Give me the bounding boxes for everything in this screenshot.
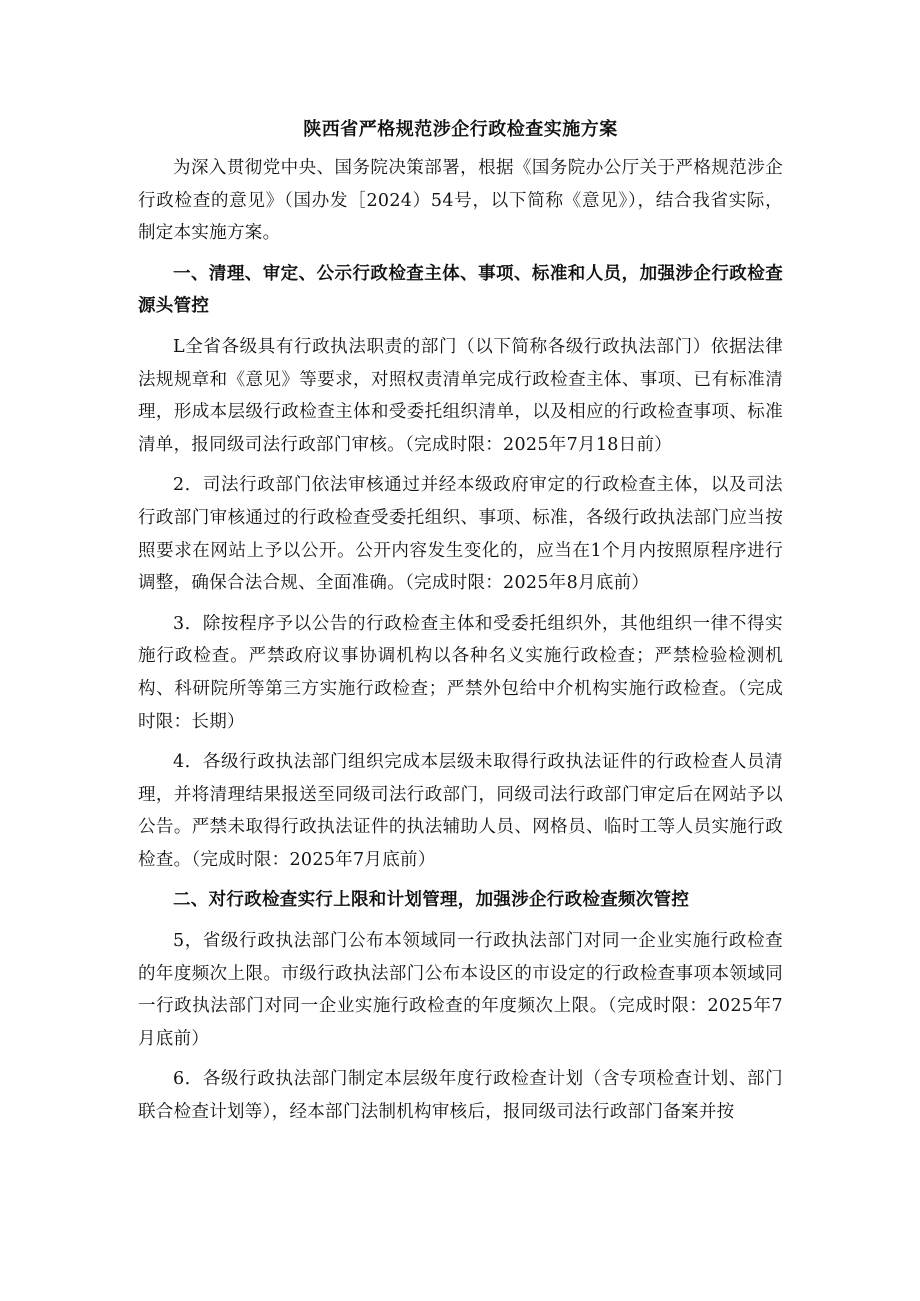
document-title: 陕西省严格规范涉企行政检查实施方案 (303, 119, 618, 140)
body-paragraph: L全省各级具有行政执法职责的部门（以下简称各级行政执法部门）依据法律法规规章和《意见》等要求，对照权责清单完成行政检查主体、事项、已有标准清理，形成本层级行政检查主体和受委托组织清单，以及相应的行政检查事项、标准清单，报同级司法行政部门审核。（完成时限：2025年7月18日前） (138, 336, 783, 455)
section-heading: 二、对行政检查实行上限和计划管理，加强涉企行政检查频次管控 (173, 890, 690, 911)
body-paragraph: 4．各级行政执法部门组织完成本层级未取得行政执法证件的行政检查人员清理，并将清理结果报送至同级司法行政部门，同级司法行政部门审定后在网站予以公告。严禁未取得行政执法证件的执法辅助人员、网格员、临时工等人员实施行政检查。（完成时限：2025年7月底前） (138, 752, 783, 870)
body-paragraph: 为深入贯彻党中央、国务院决策部署，根据《国务院办公厅关于严格规范涉企行政检查的意见》（国办发［2024）54号，以下简称《意见》），结合我省实际，制定本实施方案。 (138, 158, 783, 244)
document-body (138, 152, 783, 1129)
body-paragraph: 5，省级行政执法部门公布本领域同一行政执法部门对同一企业实施行政检查的年度频次上限。市级行政执法部门公布本设区的市设定的行政检查事项本领域同一行政执法部门对同一企业实施行政检查的年度频次上限。（完成时限：2025年7月底前） (138, 931, 783, 1049)
document-page (138, 112, 783, 1137)
body-paragraph: 2．司法行政部门依法审核通过并经本级政府审定的行政检查主体，以及司法行政部门审核通过的行政检查受委托组织、事项、标准，各级行政执法部门应当按照要求在网站上予以公开。公开内容发生变化的，应当在1个月内按照原程序进行调整，确保合法合规、全面准确。（完成时限：2025年8月底前） (138, 475, 783, 594)
body-paragraph: 6．各级行政执法部门制定本层级年度行政检查计划（含专项检查计划、部门联合检查计划等），经本部门法制机构审核后，报同级司法行政部门备案并按 (138, 1069, 783, 1123)
body-paragraph: 3．除按程序予以公告的行政检查主体和受委托组织外，其他组织一律不得实施行政检查。严禁政府议事协调机构以各种名义实施行政检查；严禁检验检测机构、科研院所等第三方实施行政检查；严禁外包给中介机构实施行政检查。（完成时限：长期） (138, 613, 783, 732)
section-heading: 一、清理、审定、公示行政检查主体、事项、标准和人员，加强涉企行政检查源头管控 (138, 263, 783, 317)
